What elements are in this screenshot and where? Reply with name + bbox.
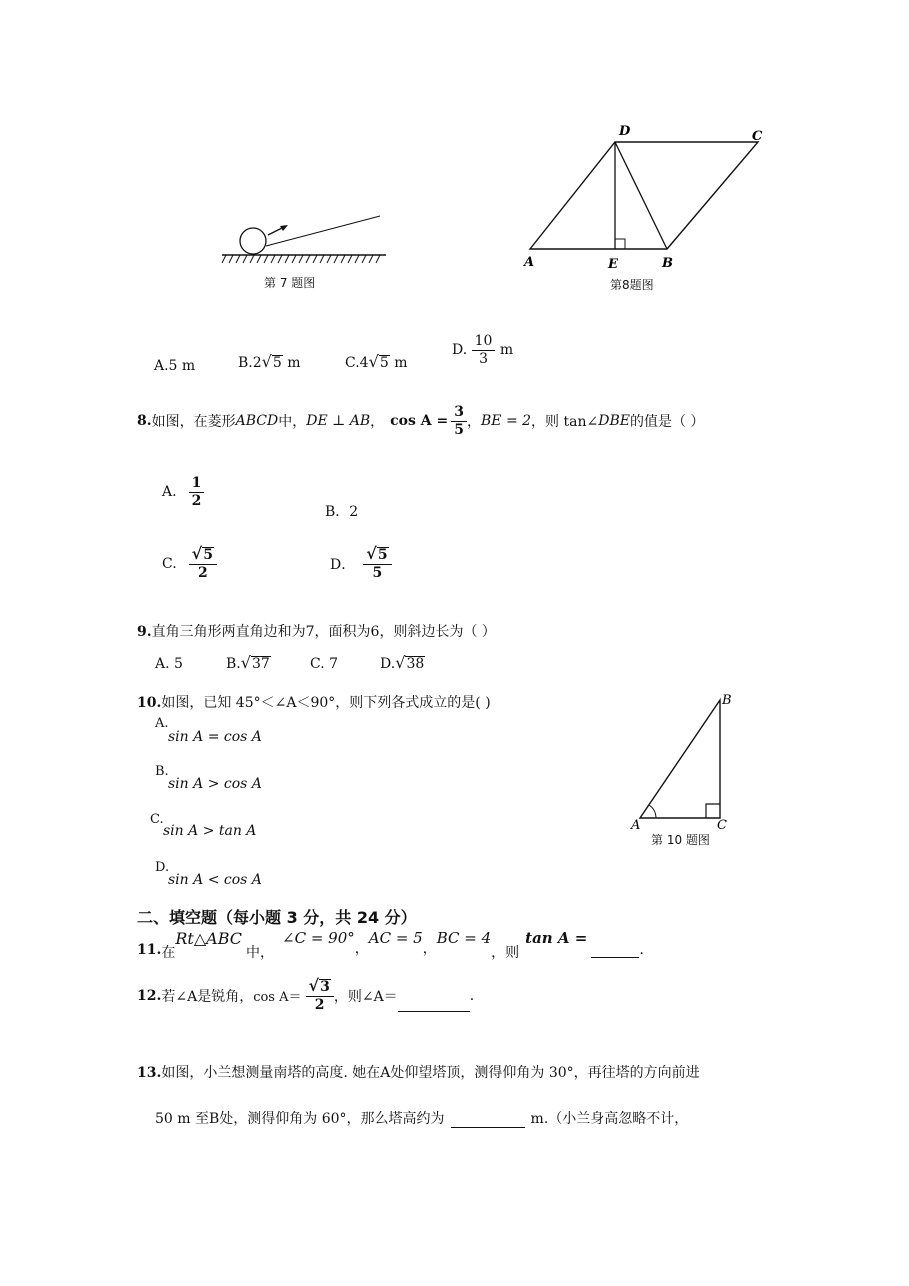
q7-option-b	[238, 354, 301, 371]
question-8-angle: DBE	[598, 413, 630, 430]
question-10-number: 10.	[137, 695, 162, 711]
fig10-label-c: C	[717, 818, 727, 830]
q8-option-c-denominator: 2	[197, 565, 208, 582]
fig8-label-e: E	[608, 257, 618, 270]
q7-option-b-label: B.2	[238, 355, 262, 371]
q7-option-d-unit: m	[499, 342, 514, 359]
question-8-text-1: 如图，在菱形	[151, 414, 236, 431]
q9-option-b-radicand: 37	[252, 656, 270, 672]
q8-option-d-fraction	[363, 546, 391, 581]
figure-7-drawing	[218, 210, 393, 270]
figure-7-caption: 第 7 题图	[264, 276, 316, 290]
question-12-text-1: 若∠A是锐角，	[161, 988, 254, 1005]
figure-10-drawing	[628, 690, 740, 830]
q8-option-d-sqrt: √ 5	[366, 544, 388, 563]
q9-option-b-sqrt: √ 37	[240, 653, 270, 672]
question-8-comma-1: ，	[370, 414, 385, 431]
q7-option-c-unit: m	[394, 355, 408, 371]
question-13-line-1	[137, 1062, 700, 1082]
q8-option-a	[162, 476, 204, 508]
q8-option-c-label: C.	[162, 555, 177, 572]
q8-option-c-sqrt: √ 5	[191, 544, 213, 563]
q7-option-c	[345, 354, 408, 371]
q8-option-a-denominator: 2	[191, 492, 202, 509]
q10-option-b-label: B.	[155, 764, 169, 779]
question-11-number: 11.	[137, 942, 162, 958]
q7-option-c-sqrt: √ 5	[368, 352, 389, 371]
figure-7	[218, 210, 393, 270]
q8-option-d-radicand: 5	[377, 547, 388, 563]
question-11-pre: 在	[161, 945, 176, 961]
question-12-denominator: 2	[314, 997, 325, 1014]
question-11-angle-c: ∠C = 90°	[282, 929, 355, 947]
q9-option-d-sqrt: √ 38	[395, 653, 425, 672]
q7-option-d-numerator: 10	[472, 334, 496, 351]
question-11-then: ，则	[491, 945, 520, 961]
question-11-bc: BC = 4	[436, 929, 492, 947]
question-9-text: 直角三角形两直角边和为7，面积为6，则斜边长为（ ）	[151, 624, 496, 640]
q9-option-d-radicand: 38	[406, 656, 425, 672]
question-10	[137, 692, 491, 712]
q10-option-b: sin A > cos A	[168, 776, 262, 792]
q8-option-d-denominator: 5	[372, 565, 383, 582]
q9-option-d-label: D.	[380, 656, 396, 672]
question-12-cos: cos A＝	[253, 990, 302, 1006]
question-11-comma-2: ，	[422, 941, 437, 957]
question-12-sqrt: √ 3	[308, 976, 330, 995]
question-8-text-3: ，则 tan∠	[531, 414, 599, 431]
q7-option-a-text: A.5 m	[154, 358, 196, 374]
figure-8-drawing	[518, 120, 773, 270]
question-8-perp: DE ⊥ AB	[306, 413, 371, 430]
question-11-tan: tan A =	[525, 929, 588, 947]
q10-option-a-label: A.	[155, 716, 169, 731]
q8-option-d	[330, 546, 392, 581]
question-9-number: 9.	[137, 624, 152, 640]
q9-option-b	[226, 655, 271, 672]
q9-option-d	[380, 655, 425, 672]
figure-10	[628, 690, 740, 830]
q8-option-d-label: D．	[330, 556, 356, 573]
q8-option-a-label: A.	[162, 484, 177, 501]
q10-option-a: sin A = cos A	[168, 729, 262, 745]
q10-option-c: sin A > tan A	[163, 823, 257, 839]
question-8-be: BE = 2	[481, 413, 532, 430]
question-13-answer-blank[interactable]	[451, 1113, 525, 1128]
question-12-text-2: ，则∠A＝	[333, 988, 398, 1005]
fig8-label-b: B	[662, 256, 673, 270]
q8-option-a-fraction	[189, 476, 205, 508]
question-11-end: .	[639, 942, 644, 958]
q7-option-d-label: D.	[452, 342, 468, 359]
question-12-fraction	[306, 978, 334, 1013]
figure-8-caption: 第8题图	[610, 278, 654, 292]
question-13-line-2	[155, 1108, 688, 1128]
question-8-cos-denominator: 5	[454, 421, 464, 438]
question-11-answer-blank[interactable]	[591, 929, 639, 958]
question-8-number: 8.	[137, 413, 152, 430]
q7-option-b-radicand: 5	[272, 355, 282, 371]
figure-8	[518, 120, 773, 270]
q10-option-c-label: C.	[150, 812, 164, 827]
q8-option-c	[162, 546, 217, 581]
fig10-label-a: A	[631, 818, 641, 830]
q7-option-b-unit: m	[287, 355, 301, 371]
question-8-comma-2: ，	[467, 414, 481, 431]
fig8-label-a: A	[524, 255, 535, 270]
question-8	[137, 405, 704, 437]
question-11-ac: AC = 5	[368, 929, 423, 947]
fig10-label-b: B	[722, 693, 732, 708]
question-11	[137, 929, 644, 962]
q7-option-c-radicand: 5	[379, 355, 389, 371]
figure-10-caption: 第 10 题图	[651, 833, 710, 847]
question-12-end: .	[469, 987, 475, 1004]
question-12-radicand: 3	[320, 979, 330, 995]
q7-option-c-label: C.4	[345, 355, 369, 371]
q9-option-b-label: B.	[226, 656, 241, 672]
q7-option-a	[154, 358, 195, 374]
q10-option-d-label: D.	[155, 860, 170, 875]
question-11-mid: 中，	[246, 945, 274, 961]
fig8-label-c: C	[752, 129, 763, 144]
q8-option-a-numerator: 1	[189, 476, 205, 493]
q9-option-a: A. 5	[155, 656, 183, 672]
question-8-cos-lhs: cos A =	[390, 413, 449, 430]
question-13-text-2a: 50 m 至B处，测得仰角为 60°，那么塔高约为	[155, 1111, 445, 1127]
question-8-rhombus: ABCD	[235, 413, 279, 430]
question-11-triangle: Rt△ABC	[175, 929, 242, 948]
question-12	[137, 978, 474, 1013]
q8-option-b: B．2	[325, 504, 359, 520]
q8-option-c-radicand: 5	[203, 547, 213, 563]
q10-option-d: sin A < cos A	[168, 872, 262, 888]
question-8-text-2: 中，	[278, 414, 307, 431]
question-11-comma-1: ，	[354, 941, 369, 957]
question-8-cos-numerator: 3	[451, 405, 467, 422]
q7-option-d-denominator: 3	[479, 350, 489, 367]
question-13-text-1: 如图，小兰想测量南塔的高度. 她在A处仰望塔顶，测得仰角为 30°，再往塔的方向前进	[161, 1065, 700, 1081]
fig8-label-d: D	[619, 124, 631, 139]
question-8-cos-fraction	[451, 405, 467, 437]
question-12-number: 12.	[137, 987, 162, 1004]
question-9	[137, 621, 496, 641]
question-12-answer-blank[interactable]	[398, 993, 470, 1012]
section-2-title: 二、填空题（每小题 3 分，共 24 分）	[137, 908, 417, 927]
q7-option-b-sqrt: √ 5	[261, 352, 282, 371]
question-13-number: 13.	[137, 1065, 162, 1081]
question-8-text-4: 的值是（ ）	[629, 414, 705, 431]
q7-option-d	[452, 334, 513, 366]
q8-option-c-fraction	[189, 546, 217, 581]
question-13-text-2b: m.（小兰身高忽略不计，	[530, 1111, 689, 1127]
q7-option-d-fraction	[472, 334, 496, 366]
question-10-text: 如图，已知 45°＜∠A＜90°，则下列各式成立的是( )	[161, 695, 491, 711]
q9-option-c: C. 7	[310, 656, 339, 672]
